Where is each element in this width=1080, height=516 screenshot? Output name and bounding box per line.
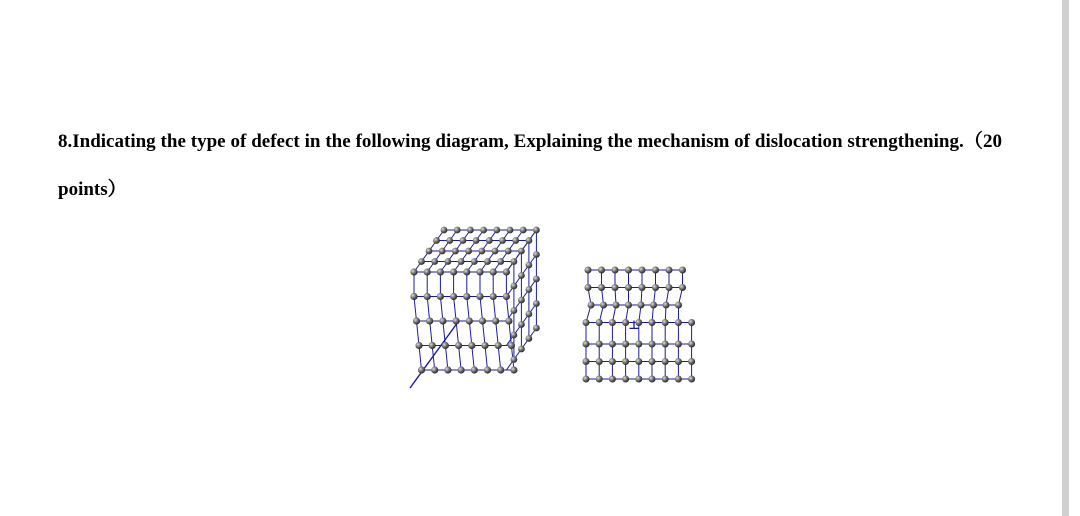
lattice-atom xyxy=(512,237,519,244)
lattice-bond xyxy=(440,297,443,322)
lattice-atom xyxy=(675,376,682,383)
lattice-atom xyxy=(533,276,540,283)
lattice-atom xyxy=(679,284,686,291)
lattice-atom xyxy=(583,319,590,326)
lattice-atom xyxy=(418,366,425,373)
lattice-bond xyxy=(472,346,475,371)
lattice-bond xyxy=(430,321,433,346)
lattice-atom xyxy=(465,248,472,255)
lattice-atom xyxy=(424,268,431,275)
dislocation-figure-svg xyxy=(396,210,706,392)
lattice-atom xyxy=(493,227,500,234)
lattice-bond xyxy=(493,297,496,322)
lattice-atom xyxy=(675,319,682,326)
lattice-atom xyxy=(437,268,444,275)
lattice-atom xyxy=(471,258,478,265)
lattice-atom xyxy=(441,227,448,234)
lattice-atom xyxy=(662,358,669,365)
lattice-atom xyxy=(415,342,422,349)
lattice-atom xyxy=(439,248,446,255)
lattice-atom xyxy=(675,302,682,309)
lattice-atom xyxy=(649,376,656,383)
lattice-bond xyxy=(496,321,499,346)
lattice-atom xyxy=(518,248,525,255)
question-text: 8.Indicating the type of defect in the following diagram, Explaining the mechanism of dislocation strengthening.（20 points） xyxy=(58,131,1002,200)
lattice-bond xyxy=(485,346,488,371)
lattice-atom xyxy=(609,341,616,348)
lattice-atom xyxy=(433,237,440,244)
lattice-atom xyxy=(426,317,433,324)
lattice-bond xyxy=(483,321,486,346)
lattice-atom xyxy=(666,267,673,274)
lattice-atom xyxy=(666,284,673,291)
lattice-atom xyxy=(635,341,642,348)
lattice-atom xyxy=(466,317,473,324)
lattice-atom xyxy=(473,237,480,244)
lattice-atom xyxy=(596,376,603,383)
lattice-atom xyxy=(467,227,474,234)
lattice-atom xyxy=(649,341,656,348)
lattice-atom xyxy=(688,358,695,365)
lattice-atom xyxy=(518,272,525,279)
lattice-atom xyxy=(497,258,504,265)
lattice-atom xyxy=(609,358,616,365)
lattice-atom xyxy=(649,358,656,365)
lattice-atom xyxy=(612,267,619,274)
lattice-atom xyxy=(662,341,669,348)
lattice-bond xyxy=(417,321,420,346)
lattice-atom xyxy=(510,366,517,373)
lattice-atom xyxy=(639,284,646,291)
lattice-atom xyxy=(444,366,451,373)
lattice-atom xyxy=(526,335,533,342)
lattice-atom xyxy=(431,258,438,265)
lattice-atom xyxy=(446,237,453,244)
lattice-atom xyxy=(439,317,446,324)
lattice-atom xyxy=(583,341,590,348)
edge-dislocation-symbol: ⊥ xyxy=(628,318,640,332)
lattice-atom xyxy=(583,376,590,383)
lattice-atom xyxy=(455,342,462,349)
lattice-atom xyxy=(410,268,417,275)
lattice-atom xyxy=(463,293,470,300)
lattice-bond xyxy=(414,297,417,322)
lattice-atom xyxy=(688,319,695,326)
lattice-atom xyxy=(622,376,629,383)
lattice-atom xyxy=(650,302,657,309)
lattice-atom xyxy=(492,248,499,255)
lattice-atom xyxy=(526,311,533,318)
lattice-atom xyxy=(503,268,510,275)
lattice-atom xyxy=(533,300,540,307)
lattice-atom xyxy=(479,317,486,324)
lattice-atom xyxy=(460,237,467,244)
lattice-atom xyxy=(490,268,497,275)
lattice-atom xyxy=(431,366,438,373)
lattice-atom xyxy=(463,268,470,275)
lattice-atom xyxy=(508,342,515,349)
lattice-atom xyxy=(468,342,475,349)
lattice-atom xyxy=(635,376,642,383)
scrollbar[interactable] xyxy=(1061,0,1080,516)
lattice-atom xyxy=(507,227,514,234)
lattice-atom xyxy=(679,267,686,274)
lattice-atom xyxy=(533,251,540,258)
screw-dislocation-panel xyxy=(410,227,540,388)
lattice-atom xyxy=(583,358,590,365)
lattice-atom xyxy=(625,284,632,291)
lattice-atom xyxy=(495,342,502,349)
lattice-atom xyxy=(533,227,540,234)
lattice-atom xyxy=(458,258,465,265)
lattice-atom xyxy=(481,342,488,349)
lattice-bond xyxy=(506,297,509,322)
lattice-atom xyxy=(663,302,670,309)
lattice-atom xyxy=(520,227,527,234)
lattice-atom xyxy=(503,293,510,300)
lattice-atom xyxy=(426,248,433,255)
lattice-atom xyxy=(585,267,592,274)
lattice-atom xyxy=(424,293,431,300)
lattice-bond xyxy=(498,346,501,371)
lattice-bond xyxy=(445,346,448,371)
lattice-bond xyxy=(419,346,422,371)
lattice-atom xyxy=(418,258,425,265)
lattice-bond xyxy=(467,297,470,322)
lattice-atom xyxy=(609,376,616,383)
lattice-atom xyxy=(410,293,417,300)
lattice-atom xyxy=(635,358,642,365)
lattice-atom xyxy=(453,317,460,324)
lattice-atom xyxy=(609,319,616,326)
dislocation-figure xyxy=(396,210,706,392)
lattice-atom xyxy=(662,319,669,326)
lattice-atom xyxy=(585,284,592,291)
lattice-atom xyxy=(511,332,518,339)
lattice-atom xyxy=(454,227,461,234)
lattice-atom xyxy=(505,248,512,255)
lattice-atom xyxy=(480,227,487,234)
lattice-atom xyxy=(598,267,605,274)
lattice-atom xyxy=(662,376,669,383)
lattice-atom xyxy=(413,317,420,324)
lattice-atom xyxy=(437,293,444,300)
lattice-atom xyxy=(526,237,533,244)
lattice-atom xyxy=(518,346,525,353)
lattice-atom xyxy=(639,267,646,274)
lattice-bond xyxy=(427,297,430,322)
lattice-atom xyxy=(688,376,695,383)
lattice-atom xyxy=(625,302,632,309)
lattice-atom xyxy=(675,341,682,348)
lattice-atom xyxy=(675,358,682,365)
lattice-atom xyxy=(533,325,540,332)
lattice-atom xyxy=(596,319,603,326)
lattice-atom xyxy=(445,258,452,265)
lattice-atom xyxy=(429,342,436,349)
lattice-bond xyxy=(480,297,483,322)
lattice-atom xyxy=(476,293,483,300)
lattice-atom xyxy=(518,297,525,304)
lattice-bond xyxy=(469,321,472,346)
lattice-atom xyxy=(511,283,518,290)
lattice-atom xyxy=(600,302,607,309)
lattice-atom xyxy=(478,248,485,255)
lattice-atom xyxy=(588,302,595,309)
lattice-atom xyxy=(652,284,659,291)
lattice-atom xyxy=(450,268,457,275)
lattice-atom xyxy=(492,317,499,324)
lattice-atom xyxy=(511,356,518,363)
lattice-bond xyxy=(454,297,457,322)
lattice-atom xyxy=(688,341,695,348)
lattice-atom xyxy=(471,366,478,373)
lattice-atom xyxy=(649,319,656,326)
lattice-atom xyxy=(596,358,603,365)
lattice-atom xyxy=(505,317,512,324)
lattice-atom xyxy=(638,302,645,309)
lattice-atom xyxy=(497,366,504,373)
lattice-atom xyxy=(526,286,533,293)
lattice-atom xyxy=(452,248,459,255)
lattice-atom xyxy=(612,284,619,291)
lattice-atom xyxy=(596,341,603,348)
lattice-atom xyxy=(518,321,525,328)
lattice-atom xyxy=(622,341,629,348)
lattice-atom xyxy=(511,307,518,314)
lattice-atom xyxy=(625,267,632,274)
lattice-atom xyxy=(442,342,449,349)
lattice-atom xyxy=(526,262,533,269)
lattice-atom xyxy=(652,267,659,274)
lattice-atom xyxy=(613,302,620,309)
lattice-bond xyxy=(459,346,462,371)
lattice-atom xyxy=(598,284,605,291)
scrollbar-track[interactable] xyxy=(1062,0,1069,516)
lattice-atom xyxy=(490,293,497,300)
lattice-atom xyxy=(484,366,491,373)
lattice-atom xyxy=(458,366,465,373)
lattice-atom xyxy=(622,358,629,365)
lattice-atom xyxy=(484,258,491,265)
lattice-atom xyxy=(511,258,518,265)
lattice-atom xyxy=(499,237,506,244)
lattice-atom xyxy=(450,293,457,300)
lattice-atom xyxy=(476,268,483,275)
lattice-atom xyxy=(486,237,493,244)
